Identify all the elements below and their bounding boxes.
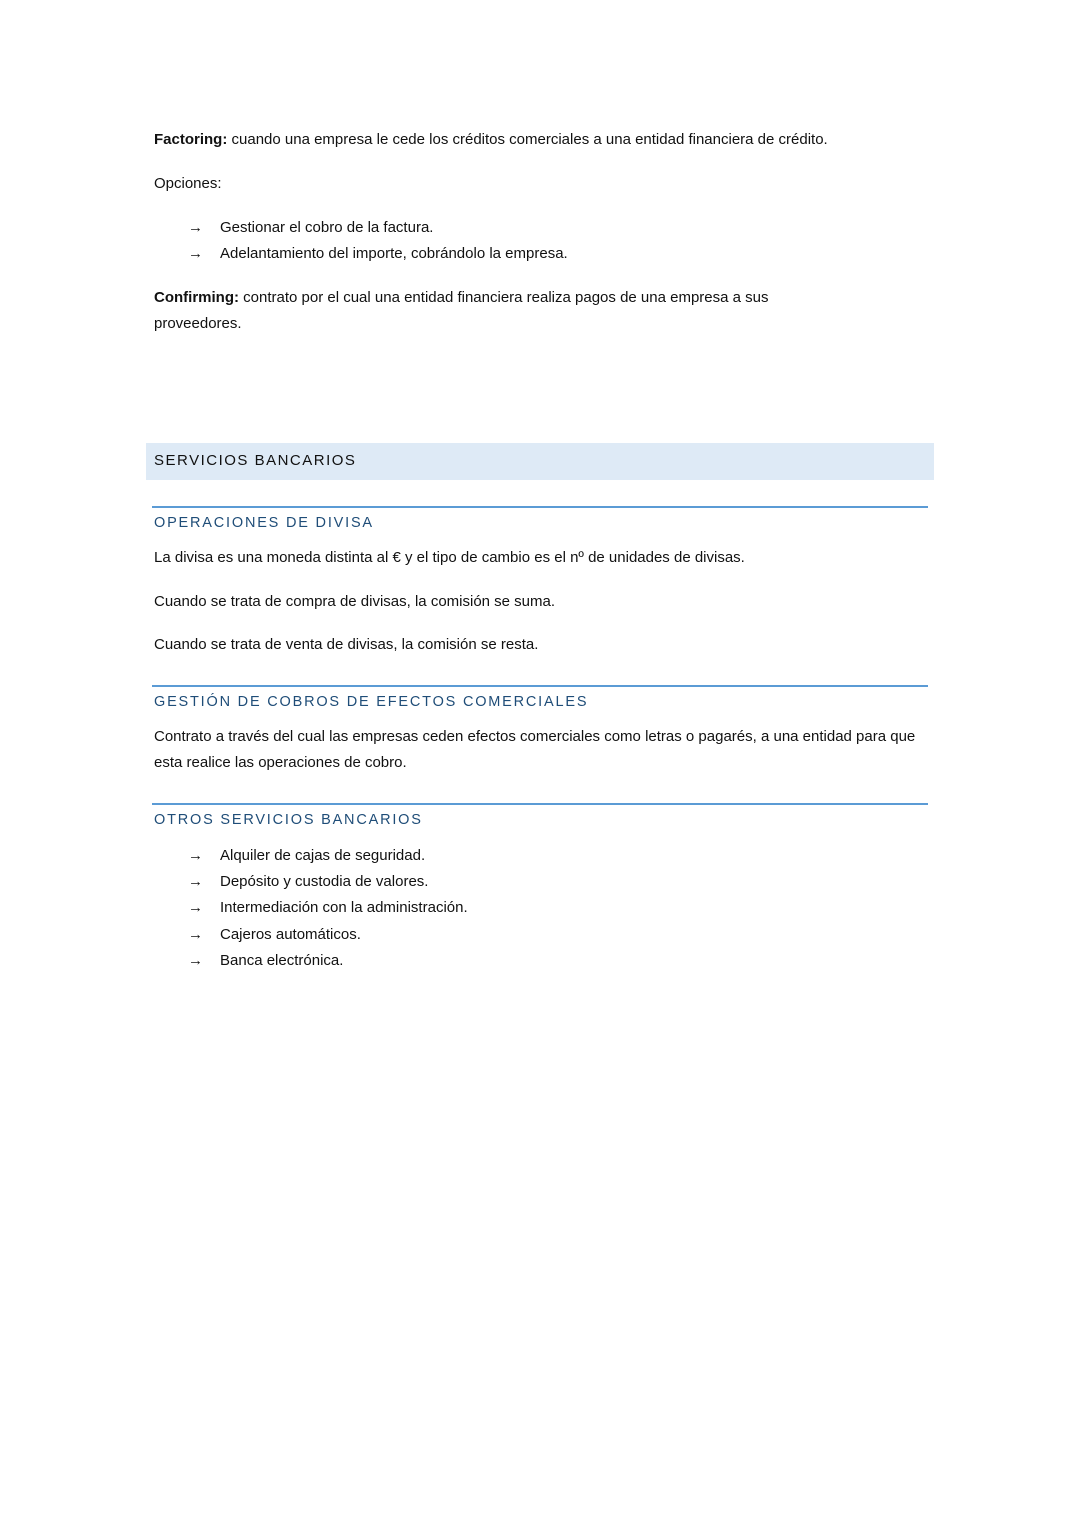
arrow-icon: → — [188, 219, 203, 236]
arrow-icon: → — [188, 952, 203, 969]
list-item — [188, 843, 425, 869]
cobros-heading: GESTIÓN DE COBROS DE EFECTOS COMERCIALES — [154, 694, 589, 710]
factoring-paragraph — [154, 127, 924, 153]
section-title: SERVICIOS BANCARIOS — [154, 452, 357, 469]
divider — [152, 803, 928, 805]
divisa-paragraph: Cuando se trata de venta de divisas, la comisión se resta. — [154, 636, 539, 653]
divisa-paragraph: La divisa es una moneda distinta al € y el tipo de cambio es el nº de unidades de divisas. — [154, 549, 745, 566]
list-item — [188, 895, 468, 921]
arrow-icon: → — [188, 847, 203, 864]
list-item-text: Gestionar el cobro de la factura. — [220, 219, 434, 236]
divider — [152, 685, 928, 687]
factoring-term: Factoring: — [154, 131, 228, 148]
arrow-icon: → — [188, 873, 203, 890]
arrow-icon: → — [188, 899, 203, 916]
list-item — [188, 922, 361, 948]
otros-heading: OTROS SERVICIOS BANCARIOS — [154, 812, 423, 828]
arrow-icon: → — [188, 926, 203, 943]
list-item-text: Intermediación con la administración. — [220, 899, 468, 916]
list-item-text: Alquiler de cajas de seguridad. — [220, 847, 426, 864]
list-item — [188, 869, 428, 895]
factoring-text: cuando una empresa le cede los créditos comerciales a una entidad financiera de crédito. — [227, 131, 828, 148]
list-item — [188, 241, 568, 267]
opciones-label: Opciones: — [154, 175, 222, 192]
confirming-term: Confirming: — [154, 289, 239, 306]
divisa-heading: OPERACIONES DE DIVISA — [154, 515, 374, 531]
list-item — [188, 948, 343, 974]
confirming-text: contrato por el cual una entidad financiera realiza pagos de una empresa a sus proveedores. — [154, 289, 769, 332]
confirming-paragraph — [154, 285, 834, 337]
list-item-text: Adelantamiento del importe, cobrándolo la empresa. — [220, 245, 568, 262]
list-item — [188, 215, 433, 241]
divisa-paragraph: Cuando se trata de compra de divisas, la comisión se suma. — [154, 593, 556, 610]
section-banner — [146, 443, 934, 480]
arrow-icon: → — [188, 245, 203, 262]
cobros-paragraph: Contrato a través del cual las empresas ceden efectos comerciales como letras o pagarés, a una entidad para que esta realice las operaciones de cobro. — [154, 728, 916, 771]
list-item-text: Cajeros automáticos. — [220, 926, 361, 943]
list-item-text: Depósito y custodia de valores. — [220, 873, 429, 890]
divider — [152, 506, 928, 508]
list-item-text: Banca electrónica. — [220, 952, 344, 969]
